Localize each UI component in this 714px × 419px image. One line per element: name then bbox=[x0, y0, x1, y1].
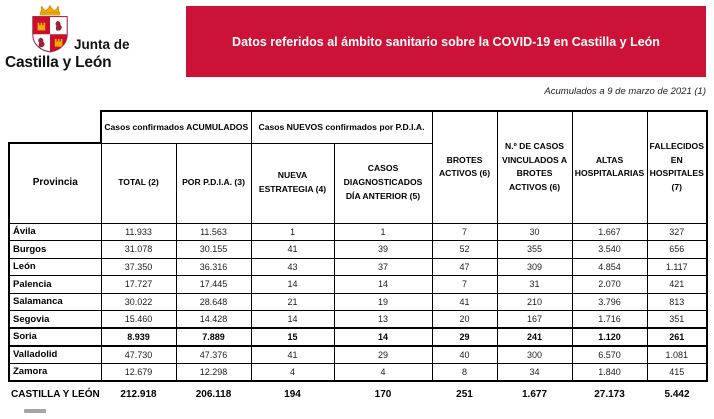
value-cell: 8.939 bbox=[101, 328, 176, 346]
value-cell: 29 bbox=[432, 328, 497, 346]
value-cell: 7 bbox=[432, 223, 497, 241]
value-cell: 14 bbox=[251, 311, 334, 329]
table-row bbox=[9, 328, 707, 346]
value-cell: 7.889 bbox=[176, 328, 251, 346]
header-altas-hospitalarias: ALTAS HOSPITALARIAS bbox=[572, 111, 647, 223]
table-row bbox=[9, 223, 707, 241]
value-cell: 40 bbox=[432, 346, 497, 364]
covid-data-table bbox=[8, 110, 708, 403]
value-cell: 3.540 bbox=[572, 241, 647, 259]
value-cell: 11.563 bbox=[176, 223, 251, 241]
province-cell: Soria bbox=[9, 328, 101, 346]
value-cell: 19 bbox=[334, 293, 432, 311]
value-cell: 6.570 bbox=[572, 346, 647, 364]
value-cell: 355 bbox=[497, 241, 572, 259]
table-row bbox=[9, 293, 707, 311]
value-cell: 3.796 bbox=[572, 293, 647, 311]
header-total: TOTAL (2) bbox=[101, 143, 176, 223]
value-cell: 14 bbox=[334, 276, 432, 294]
value-cell: 327 bbox=[647, 223, 707, 241]
value-cell: 1.667 bbox=[572, 223, 647, 241]
value-cell: 1.120 bbox=[572, 328, 647, 346]
banner-title: Datos referidos al ámbito sanitario sobre la COVID-19 en Castilla y León bbox=[232, 34, 660, 49]
logo-text-line2: Castilla y León bbox=[5, 54, 112, 71]
value-cell: 351 bbox=[647, 311, 707, 329]
header-nueva-estrategia: NUEVA ESTRATEGIA (4) bbox=[251, 143, 334, 223]
corner-spacer-cell bbox=[9, 111, 101, 143]
value-cell: 14 bbox=[334, 328, 432, 346]
header-casos-acumulados: Casos confirmados ACUMULADOS bbox=[101, 111, 251, 143]
group-header-row bbox=[9, 111, 707, 143]
clipped-footnote-fragment bbox=[24, 409, 46, 413]
heraldic-crest-icon bbox=[29, 4, 71, 54]
table-row bbox=[9, 241, 707, 259]
value-cell: 415 bbox=[647, 363, 707, 381]
value-cell: 52 bbox=[432, 241, 497, 259]
province-cell: León bbox=[9, 258, 101, 276]
province-cell: Salamanca bbox=[9, 293, 101, 311]
value-cell: 17.445 bbox=[176, 276, 251, 294]
value-cell: 17.727 bbox=[101, 276, 176, 294]
value-cell: 43 bbox=[251, 258, 334, 276]
value-cell: 12.679 bbox=[101, 363, 176, 381]
value-cell: 12.298 bbox=[176, 363, 251, 381]
table-row bbox=[9, 311, 707, 329]
value-cell: 167 bbox=[497, 311, 572, 329]
value-cell: 34 bbox=[497, 363, 572, 381]
header-por-pdia: POR P.D.I.A. (3) bbox=[176, 143, 251, 223]
value-cell: 1 bbox=[251, 223, 334, 241]
province-cell: Segovia bbox=[9, 311, 101, 329]
value-cell: 41 bbox=[432, 293, 497, 311]
table-row bbox=[9, 363, 707, 381]
value-cell: 4 bbox=[334, 363, 432, 381]
value-cell: 13 bbox=[334, 311, 432, 329]
value-cell: 41 bbox=[251, 346, 334, 364]
value-cell: 241 bbox=[497, 328, 572, 346]
value-cell: 15.460 bbox=[101, 311, 176, 329]
value-cell: 14.428 bbox=[176, 311, 251, 329]
value-cell: 11.933 bbox=[101, 223, 176, 241]
total-value-cell: 5.442 bbox=[664, 388, 690, 400]
value-cell: 7 bbox=[432, 276, 497, 294]
value-cell: 30.155 bbox=[176, 241, 251, 259]
province-cell: Ávila bbox=[9, 223, 101, 241]
logo-text-line1: Junta de bbox=[74, 37, 130, 52]
value-cell: 15 bbox=[251, 328, 334, 346]
value-cell: 47.376 bbox=[176, 346, 251, 364]
value-cell: 30.022 bbox=[101, 293, 176, 311]
total-value-cell: 194 bbox=[284, 388, 301, 400]
value-cell: 30 bbox=[497, 223, 572, 241]
header-provincia: Provincia bbox=[9, 143, 101, 223]
value-cell: 656 bbox=[647, 241, 707, 259]
province-cell: Burgos bbox=[9, 241, 101, 259]
header-casos-vinculados-brotes: N.º DE CASOS VINCULADOS A BROTES ACTIVOS (6) bbox=[497, 111, 572, 223]
value-cell: 36.316 bbox=[176, 258, 251, 276]
province-cell: Valladolid bbox=[9, 346, 101, 364]
accumulated-date-note: Acumulados a 9 de marzo de 2021 (1) bbox=[544, 86, 706, 97]
value-cell: 28.648 bbox=[176, 293, 251, 311]
value-cell: 47 bbox=[432, 258, 497, 276]
value-cell: 20 bbox=[432, 311, 497, 329]
value-cell: 1.081 bbox=[647, 346, 707, 364]
total-value-cell: 27.173 bbox=[594, 388, 625, 400]
value-cell: 1.117 bbox=[647, 258, 707, 276]
value-cell: 14 bbox=[251, 276, 334, 294]
total-value-cell: 1.677 bbox=[522, 388, 548, 400]
total-value-cell: 212.918 bbox=[120, 388, 157, 400]
table-row bbox=[9, 258, 707, 276]
value-cell: 1.716 bbox=[572, 311, 647, 329]
value-cell: 37 bbox=[334, 258, 432, 276]
value-cell: 41 bbox=[251, 241, 334, 259]
value-cell: 31 bbox=[497, 276, 572, 294]
value-cell: 300 bbox=[497, 346, 572, 364]
total-label: CASTILLA Y LEÓN bbox=[11, 388, 100, 400]
value-cell: 31.078 bbox=[101, 241, 176, 259]
value-cell: 210 bbox=[497, 293, 572, 311]
value-cell: 2.070 bbox=[572, 276, 647, 294]
junta-castilla-leon-logo bbox=[0, 0, 130, 80]
value-cell: 1.840 bbox=[572, 363, 647, 381]
value-cell: 47.730 bbox=[101, 346, 176, 364]
total-row-castilla-y-leon bbox=[9, 381, 707, 403]
value-cell: 261 bbox=[647, 328, 707, 346]
value-cell: 421 bbox=[647, 276, 707, 294]
value-cell: 39 bbox=[334, 241, 432, 259]
header-brotes-activos: BROTES ACTIVOS (6) bbox=[432, 111, 497, 223]
value-cell: 1 bbox=[334, 223, 432, 241]
table-row bbox=[9, 276, 707, 294]
header-fallecidos-hospitales: FALLECIDOS EN HOSPITALES (7) bbox=[647, 111, 707, 223]
value-cell: 37.350 bbox=[101, 258, 176, 276]
total-value-cell: 206.118 bbox=[195, 388, 232, 400]
province-cell: Zamora bbox=[9, 363, 101, 381]
total-value-cell: 170 bbox=[374, 388, 392, 400]
header-casos-diagnosticados: CASOS DIAGNOSTICADOS DÍA ANTERIOR (5) bbox=[334, 143, 432, 223]
total-value-cell: 251 bbox=[456, 388, 473, 400]
value-cell: 309 bbox=[497, 258, 572, 276]
value-cell: 8 bbox=[432, 363, 497, 381]
value-cell: 21 bbox=[251, 293, 334, 311]
value-cell: 4 bbox=[251, 363, 334, 381]
value-cell: 813 bbox=[647, 293, 707, 311]
title-banner bbox=[186, 6, 706, 77]
value-cell: 29 bbox=[334, 346, 432, 364]
province-cell: Palencia bbox=[9, 276, 101, 294]
header-casos-nuevos-pdia: Casos NUEVOS confirmados por P.D.I.A. bbox=[251, 111, 432, 143]
table-row bbox=[9, 346, 707, 364]
value-cell: 4.854 bbox=[572, 258, 647, 276]
